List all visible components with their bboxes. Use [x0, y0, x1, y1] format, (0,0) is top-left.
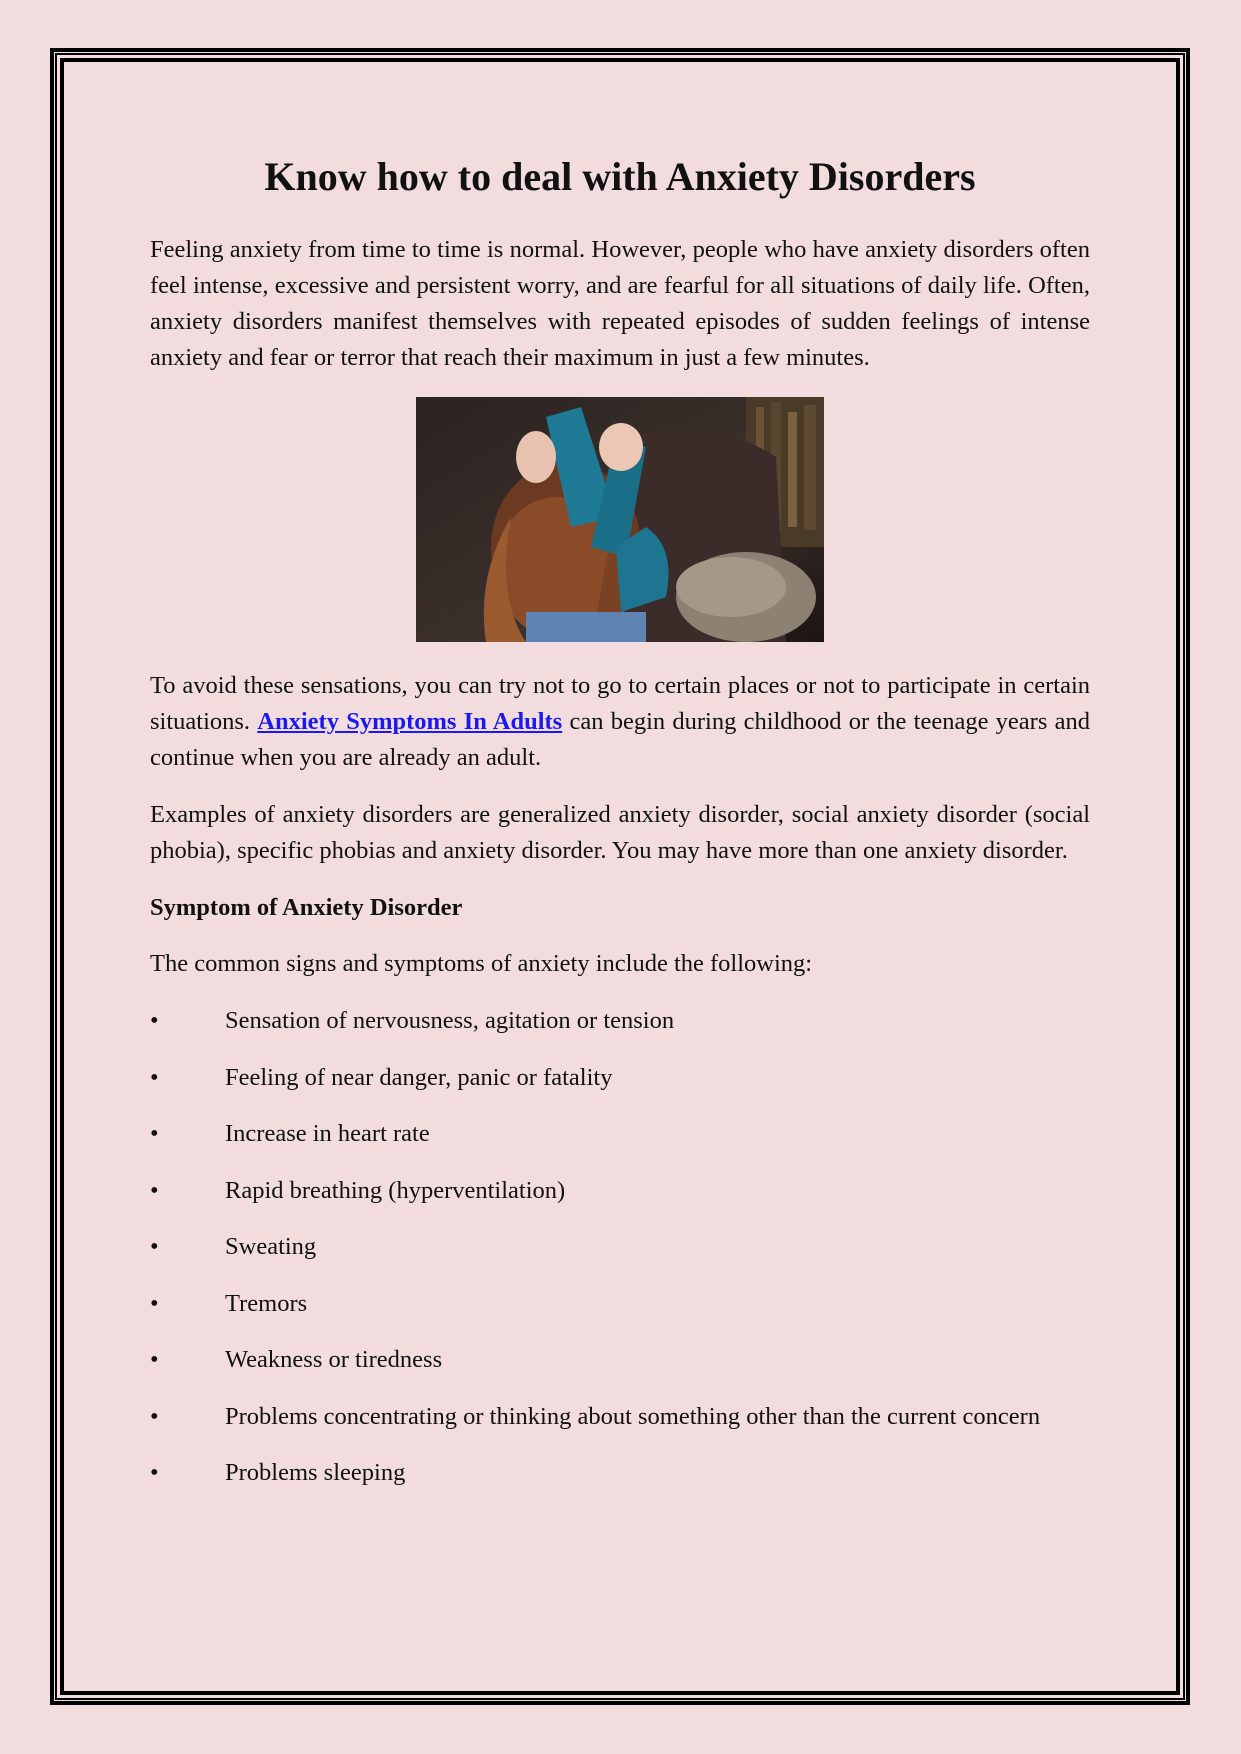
section-heading: Symptom of Anxiety Disorder [150, 894, 463, 921]
list-item-text: Increase in heart rate [225, 1120, 430, 1147]
bullet: • [150, 1233, 159, 1260]
list-item [150, 1116, 1090, 1152]
bullet: • [150, 1176, 159, 1204]
bullet: • [150, 1007, 159, 1034]
paragraph-text: To avoid these sensations, you can try not to go to certain places or not to participate in certain situations. [150, 672, 1090, 735]
bullet: • [150, 1459, 159, 1486]
avoidance-paragraph [150, 668, 1090, 776]
list-item-text: Rapid breathing (hyperventilation) [225, 1176, 566, 1204]
list-item-text: Problems concentrating or thinking about something other than the current concern [225, 1402, 1041, 1430]
bullet: • [150, 1063, 159, 1091]
list-item-text: Tremors [225, 1289, 308, 1317]
anxiety-photo [416, 397, 824, 642]
list-item [150, 1286, 1090, 1322]
list-item-text: Sensation of nervousness, agitation or tension [225, 1007, 675, 1034]
list-item [150, 1399, 1090, 1435]
list-item [150, 1003, 1090, 1039]
bullet: • [150, 1120, 159, 1147]
list-item-text: Problems sleeping [225, 1459, 406, 1486]
list-item [150, 1060, 1090, 1096]
symptoms-list [150, 1003, 1090, 1491]
list-item-text: Sweating [225, 1233, 317, 1260]
list-item [150, 1455, 1090, 1491]
paragraph-text: can begin during childhood or the teenage years and continue when you are already an adult. [150, 708, 1090, 771]
list-item-text: Weakness or tiredness [225, 1346, 443, 1373]
list-item [150, 1229, 1090, 1265]
examples-paragraph: Examples of anxiety disorders are generalized anxiety disorder, social anxiety disorder (social phobia), specific phobias and anxiety disorder. You may have more than one anxiety disorder. [150, 801, 1090, 864]
list-item [150, 1342, 1090, 1378]
list-item-text: Feeling of near danger, panic or fatality [225, 1063, 613, 1091]
intro-paragraph: Feeling anxiety from time to time is normal. However, people who have anxiety disorders often feel intense, excessive and persistent worry, and are fearful for all situations of daily life. Often, anxiety disorders manifest themselves with repeated episodes of sudden feelings of intense anxiety and fear or terror that reach their maximum in just a few minutes. [150, 236, 1090, 371]
anxiety-symptoms-link[interactable]: Anxiety Symptoms In Adults [257, 708, 563, 735]
bullet: • [150, 1346, 159, 1373]
section-intro: The common signs and symptoms of anxiety include the following: [150, 950, 813, 977]
page-title: Know how to deal with Anxiety Disorders [264, 154, 976, 199]
bullet: • [150, 1289, 159, 1317]
document-body [150, 150, 1090, 1512]
bullet: • [150, 1402, 159, 1430]
list-item [150, 1173, 1090, 1209]
